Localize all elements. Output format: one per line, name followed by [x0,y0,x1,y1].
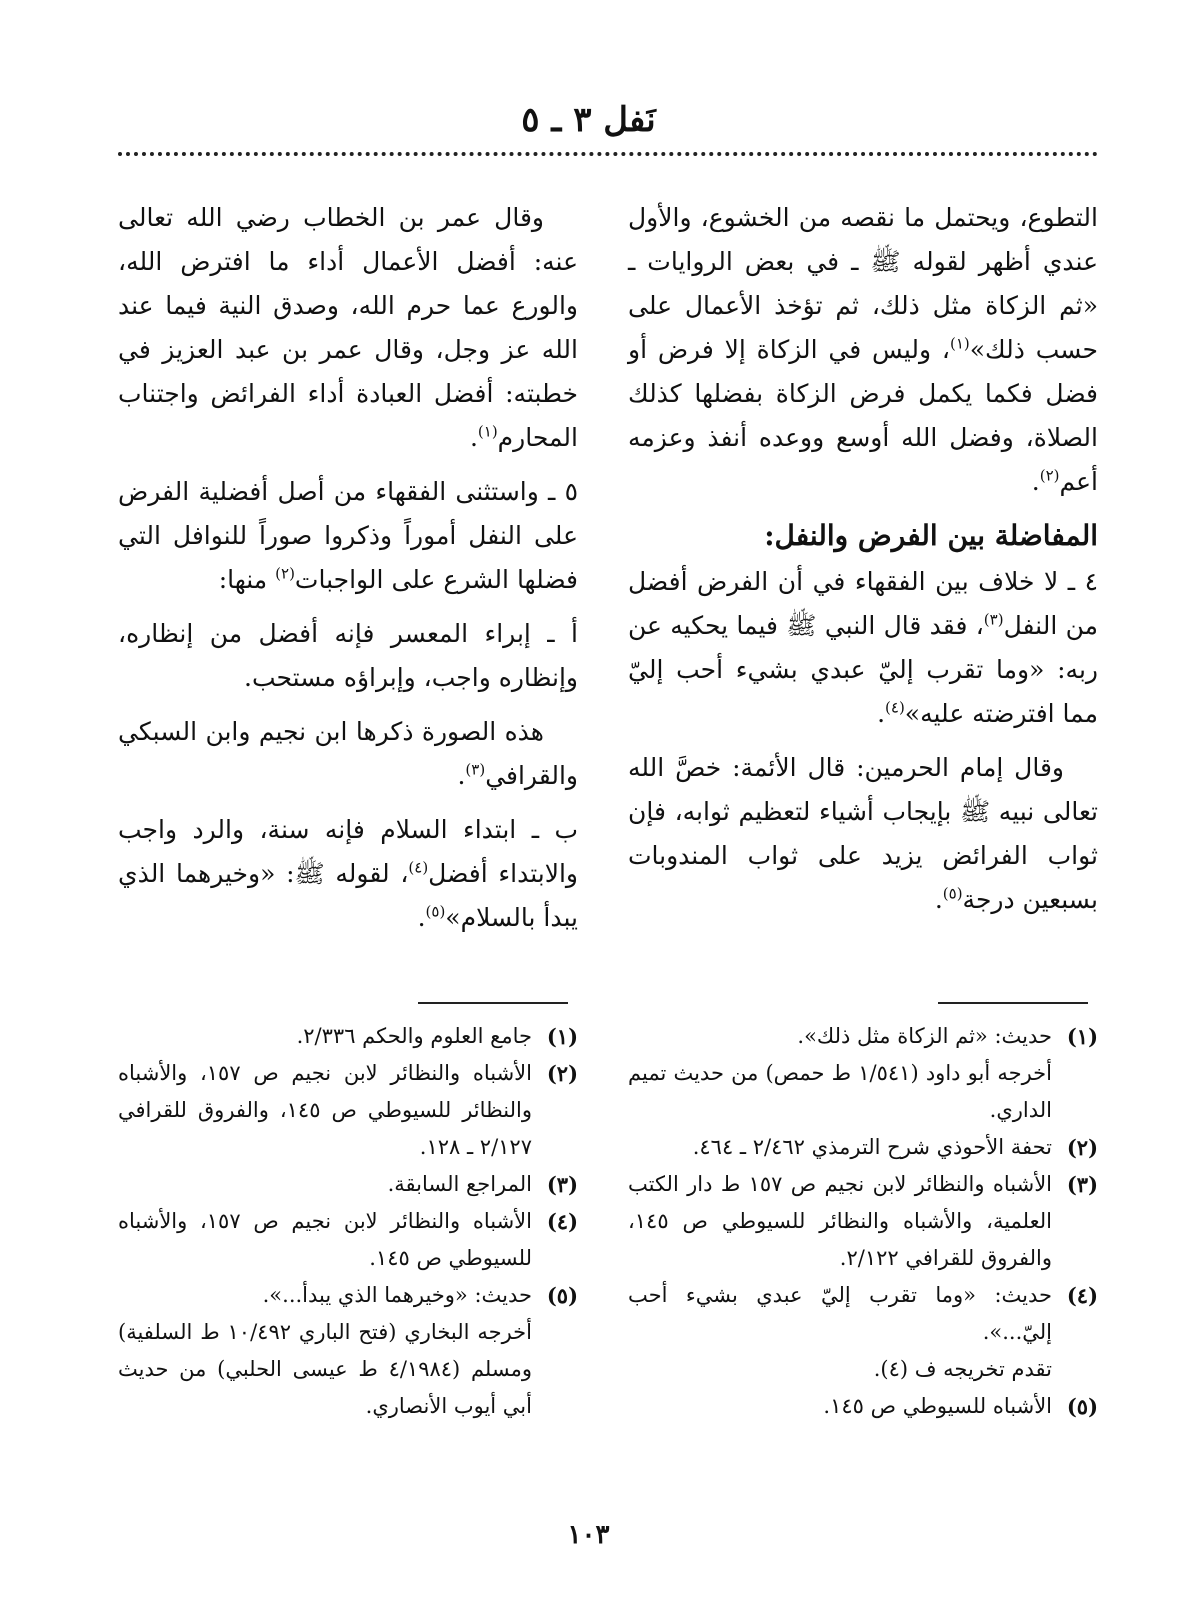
text-run: ، فقد قال النبي ﷺ فيما يحكيه عن ربه: «وما تقرب إليّ عبدي بشيء أحب إليّ مما افترضته عليه» [628,611,1098,728]
left-paragraph-1 [118,196,578,460]
footnote-number: (٤) [1066,1283,1098,1308]
left-paragraph-5 [118,808,578,940]
right-column [628,196,1098,932]
footnote-ref: (١) [477,422,498,441]
footnote-subtext: أخرجه أبو داود (١/٥٤١ ط حمص) من حديث تميم الداري. [628,1061,1052,1122]
text-run: . [469,423,478,452]
right-paragraph-3 [628,746,1098,922]
footnotes-right [628,1018,1098,1425]
left-paragraph-2 [118,470,578,602]
footnote-number: (٢) [546,1061,578,1086]
footnote-ref: (٢) [1039,466,1060,485]
page-number: ١٠٣ [567,1520,610,1550]
footnote-text: حديث: «ثم الزكاة مثل ذلك». [797,1024,1052,1048]
header-dotted-rule [118,152,1098,156]
right-paragraph-1 [628,196,1098,504]
text-run: ، وليس في الزكاة إلا فرض أو فضل فكما يكمل فرض الزكاة بفضلها كذلك الصلاة، وفضل الله أوسع ووعده أنفذ وعزمه أعم [628,335,1098,496]
footnote-text: تحفة الأحوذي شرح الترمذي ٢/٤٦٢ ـ ٤٦٤. [692,1135,1052,1159]
text-run: منها: [218,565,276,594]
text-run: . [457,761,466,790]
footnote-number: (٥) [1066,1394,1098,1419]
footnote-ref: (٤) [885,698,905,717]
footnote-ref: (١) [949,334,970,353]
text-run: ، لقوله ﷺ: «وخيرهما الذي يبدأ بالسلام» [118,859,578,932]
text-run: وقال عمر بن الخطاب رضي الله تعالى عنه: أفضل الأعمال أداء ما افترض الله، والورع عما حرم الله، وصدق النية فيما عند الله عز وجل، وقال عمر بن عبد العزيز في خطبته: أفضل العبادة أداء الفرائض واجتناب المحارم [118,203,578,452]
left-paragraph-3: أ ـ إبراء المعسر فإنه أفضل من إنظاره، وإنظاره واجب، وإبراؤه مستحب. [118,619,578,692]
section-heading: المفاضلة بين الفرض والنفل: [764,519,1098,552]
footnote-text: حديث: «وما تقرب إليّ عبدي بشيء أحب إليّ...». [628,1283,1052,1344]
footnote-ref: (٣) [983,610,1004,629]
footnote-number: (١) [1066,1024,1098,1049]
left-column [118,196,578,950]
footnote-text: المراجع السابقة. [387,1172,532,1196]
footnote-item [118,1018,578,1055]
footnote-item [628,1018,1098,1055]
text-run: التطوع، ويحتمل ما نقصه من الخشوع، والأول عندي أظهر لقوله ﷺ ـ في بعض الروايات ـ «ثم الزكاة مثل ذلك، ثم تؤخذ الأعمال على حسب ذلك» [628,203,1098,364]
footnote-number: (٣) [1066,1172,1098,1197]
footnote-number: (٥) [546,1283,578,1308]
text-run: وقال إمام الحرمين: قال الأئمة: خصَّ الله تعالى نبيه ﷺ بإيجاب أشياء لتعظيم ثوابه، فإن ثواب الفرائض يزيد على ثواب المندوبات بسبعين درجة [628,753,1098,914]
footnote-separator-right [938,1002,1088,1004]
footnote-item [628,1277,1098,1351]
text-run: ب ـ ابتداء السلام فإنه سنة، والرد واجب والابتداء أفضل [118,815,578,888]
footnote-item [628,1166,1098,1277]
footnote-item [118,1203,578,1277]
footnote-number: (١) [546,1024,578,1049]
footnote-text: الأشباه للسيوطي ص ١٤٥. [823,1394,1052,1418]
text-run: ٤ ـ لا خلاف بين الفقهاء في أن الفرض أفضل من النفل [628,567,1099,640]
footnote-text: الأشباه والنظائر لابن نجيم ص ١٥٧، والأشباه والنظائر للسيوطي ص ١٤٥، والفروق للقرافي ٢/١٢٧ ـ ١٢٨. [118,1061,532,1159]
footnote-item [118,1277,578,1314]
footnote-number: (٣) [546,1172,578,1197]
footnote-subtext: أخرجه البخاري (فتح الباري ١٠/٤٩٢ ط السلفية) ومسلم (٤/١٩٨٤ ط عيسى الحلبي) من حديث أبي أيوب الأنصاري. [118,1320,533,1418]
footnote-item [118,1166,578,1203]
text-run: . [934,885,943,914]
footnote-ref: (٤) [408,858,429,877]
footnote-ref: (٣) [465,760,486,779]
footnote-text: الأشباه والنظائر لابن نجيم ص ١٥٧، والأشباه للسيوطي ص ١٤٥. [118,1209,532,1270]
left-paragraph-4 [118,710,578,798]
footnote-item [628,1129,1098,1166]
page-header-title: نَفل ٣ ـ ٥ [521,100,656,140]
text-run: هذه الصورة ذكرها ابن نجيم وابن السبكي والقرافي [118,717,578,790]
footnote-ref: (٥) [425,902,446,921]
text-run: ٥ ـ واستثنى الفقهاء من أصل أفضلية الفرض على النفل أموراً وذكروا صوراً للنوافل التي فضلها الشرع على الواجبات [118,477,578,594]
footnotes-left [118,1018,578,1425]
footnote-text: حديث: «وخيرهما الذي يبدأ...». [262,1283,532,1307]
footnote-item [118,1055,578,1166]
footnote-ref: (٢) [275,564,295,583]
right-paragraph-2 [628,560,1098,736]
footnote-number: (٤) [546,1209,578,1234]
footnote-number: (٢) [1066,1135,1098,1160]
footnote-item [628,1388,1098,1425]
text-run: . [1031,467,1040,496]
footnote-text: جامع العلوم والحكم ٢/٣٣٦. [296,1024,532,1048]
footnote-ref: (٥) [942,884,963,903]
footnote-text: الأشباه والنظائر لابن نجيم ص ١٥٧ ط دار الكتب العلمية، والأشباه والنظائر للسيوطي ص ١٤٥، والفروق للقرافي ٢/١٢٢. [628,1172,1053,1270]
footnote-separator-left [418,1002,568,1004]
text-run: . [417,903,426,932]
footnote-subtext: تقدم تخريجه ف (٤). [873,1357,1052,1381]
text-run: . [877,699,886,728]
